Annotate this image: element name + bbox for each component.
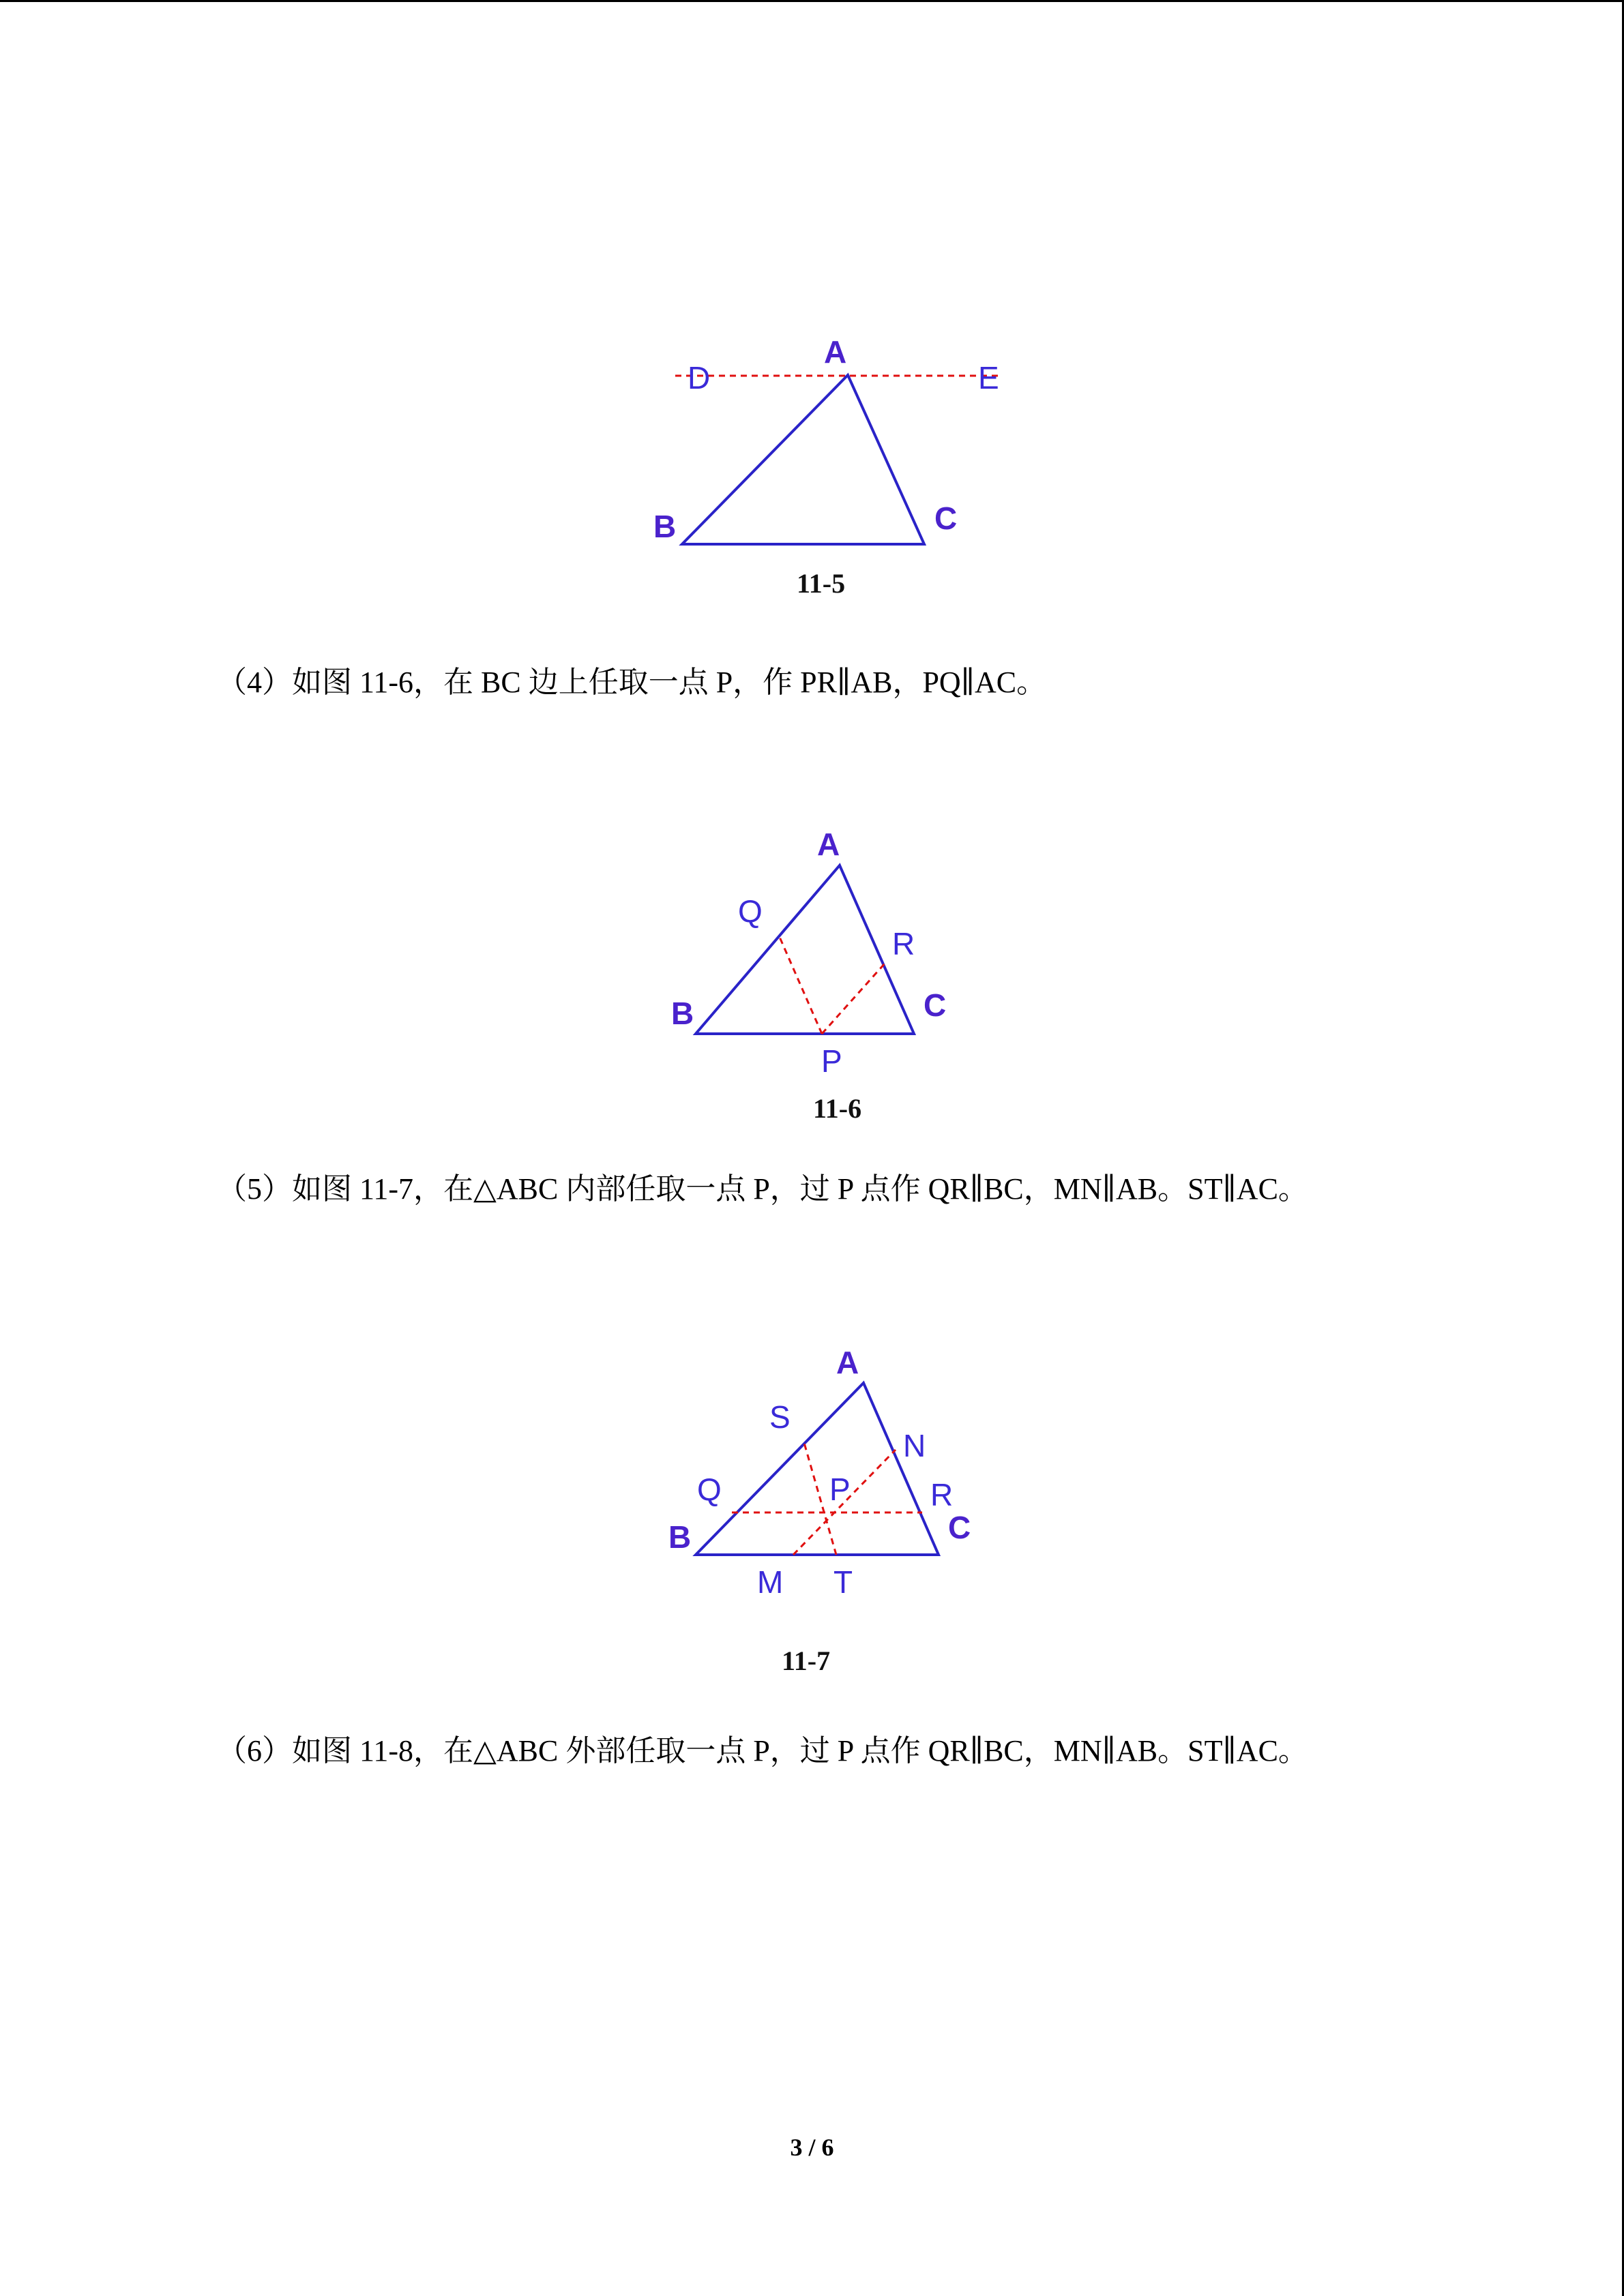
label-r: R bbox=[892, 926, 915, 961]
label-a: A bbox=[836, 1345, 859, 1380]
line-pr bbox=[822, 963, 885, 1034]
label-a: A bbox=[817, 826, 840, 862]
label-b: B bbox=[668, 1519, 692, 1555]
label-r: R bbox=[930, 1477, 954, 1512]
paragraph-6: （6）如图 11-8，在△ABC 外部任取一点 P，过 P 点作 QR∥BC，MN∥AB。ST∥AC。 bbox=[217, 1734, 1308, 1768]
label-b: B bbox=[653, 509, 677, 544]
page-border-top bbox=[0, 0, 1624, 2]
label-n: N bbox=[903, 1428, 926, 1463]
figure-11-5-drawing bbox=[641, 320, 1023, 566]
label-c: C bbox=[924, 987, 947, 1023]
label-p: P bbox=[821, 1043, 842, 1079]
line-pq bbox=[779, 936, 822, 1034]
paragraph-5: （5）如图 11-7，在△ABC 内部任取一点 P，过 P 点作 QR∥BC，MN∥AB。ST∥AC。 bbox=[217, 1172, 1308, 1206]
triangle-abc bbox=[682, 375, 924, 544]
label-e: E bbox=[978, 360, 999, 396]
label-d: D bbox=[688, 360, 711, 396]
label-c: C bbox=[934, 501, 958, 536]
figure-11-6-drawing bbox=[655, 818, 982, 1091]
label-q: Q bbox=[697, 1472, 722, 1507]
caption-11-5: 11-5 bbox=[797, 568, 846, 599]
figure-11-5 bbox=[641, 320, 1023, 566]
page-number: 3 / 6 bbox=[790, 2134, 834, 2161]
triangle-abc bbox=[696, 865, 914, 1034]
label-a: A bbox=[824, 334, 847, 370]
caption-11-7: 11-7 bbox=[782, 1645, 831, 1676]
label-m: M bbox=[757, 1564, 784, 1600]
paragraph-4: （4）如图 11-6，在 BC 边上任取一点 P，作 PR∥AB，PQ∥AC。 bbox=[217, 666, 1047, 699]
figure-11-7 bbox=[655, 1337, 982, 1609]
label-s: S bbox=[769, 1399, 791, 1435]
figure-11-6 bbox=[655, 818, 982, 1091]
label-q: Q bbox=[738, 893, 763, 929]
label-b: B bbox=[671, 996, 694, 1031]
caption-11-6: 11-6 bbox=[813, 1093, 862, 1124]
label-c: C bbox=[948, 1510, 971, 1545]
label-p: P bbox=[829, 1472, 851, 1507]
figure-11-7-drawing bbox=[655, 1337, 982, 1609]
label-t: T bbox=[833, 1564, 853, 1600]
